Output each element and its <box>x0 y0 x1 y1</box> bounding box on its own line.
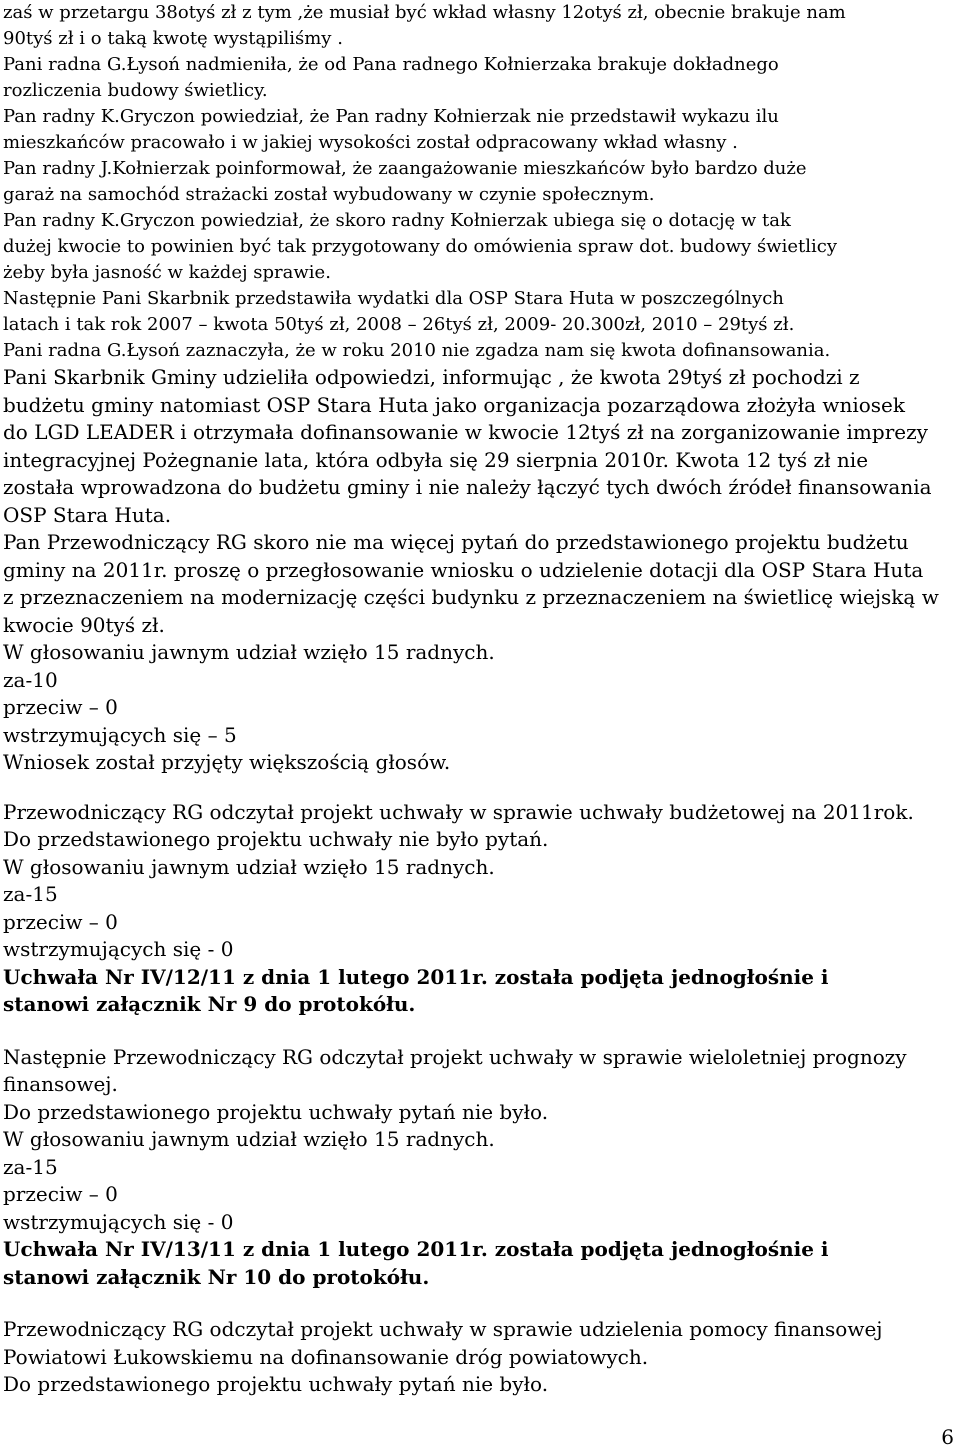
text-line: wstrzymujących się - 0 <box>3 1209 234 1234</box>
text-line: stanowi załącznik Nr 9 do protokółu. <box>3 992 416 1016</box>
spacer <box>3 1019 953 1044</box>
text-line: OSP Stara Huta. <box>3 502 172 527</box>
text-line: Pan radny K.Gryczon powiedział, że skoro radny Kołnierzak ubiega się o dotację w tak <box>3 210 791 231</box>
paragraph-block-3 <box>3 364 953 777</box>
text-line: przeciw – 0 <box>3 1182 118 1206</box>
document-page <box>3 0 953 1399</box>
text-line: za-15 <box>3 882 58 906</box>
text-line: Pan radny J.Kołnierzak poinformował, że zaangażowanie mieszkańców było bardzo duże <box>3 158 807 179</box>
text-line: Powiatowi Łukowskiemu na dofinansowanie dróg powiatowych. <box>3 1344 649 1369</box>
text-line: W głosowaniu jawnym udział wzięło 15 radnych. <box>3 640 495 664</box>
text-line: budżetu gminy natomiast OSP Stara Huta jako organizacja pozarządowa złożyła wniosek <box>3 392 906 417</box>
resolution-1 <box>3 964 953 1019</box>
text-line: dużej kwocie to powinien być tak przygotowany do omówienia spraw dot. budowy świetlicy <box>3 236 837 257</box>
text-line: kwocie 90tyś zł. <box>3 612 165 637</box>
text-line: stanowi załącznik Nr 10 do protokółu. <box>3 1264 430 1289</box>
text-line: Do przedstawionego projektu uchwały pytań nie było. <box>3 1372 549 1396</box>
text-line: Pani Skarbnik Gminy udzieliła odpowiedzi, informując , że kwota 29tyś zł pochodzi z <box>3 365 860 389</box>
paragraph-block-4 <box>3 799 953 964</box>
text-line: Następnie Przewodniczący RG odczytał projekt uchwały w sprawie wieloletniej prognozy <box>3 1044 907 1069</box>
text-line: integracyjnej Pożegnanie lata, która odbyła się 29 sierpnia 2010r. Kwota 12 tyś zł nie <box>3 447 869 472</box>
text-line: Uchwała Nr IV/13/11 z dnia 1 lutego 2011r. została podjęta jednogłośnie i <box>3 1237 829 1261</box>
text-line: Uchwała Nr IV/12/11 z dnia 1 lutego 2011r. została podjęta jednogłośnie i <box>3 964 829 989</box>
paragraph-block-6 <box>3 1316 953 1399</box>
text-line: 90tyś zł i o taką kwotę wystąpiliśmy . <box>3 28 343 49</box>
text-line: Do przedstawionego projektu uchwały pytań nie było. <box>3 1099 549 1124</box>
text-line: do LGD LEADER i otrzymała dofinansowanie w kwocie 12tyś zł na zorganizowanie imprezy <box>3 420 928 444</box>
text-line: zaś w przetargu 38otyś zł z tym ,że musiał być wkład własny 12otyś zł, obecnie brakuje nam <box>3 2 846 23</box>
text-line: Następnie Pani Skarbnik przedstawiła wydatki dla OSP Stara Huta w poszczególnych <box>3 288 784 309</box>
text-line: Pani radna G.Łysoń zaznaczyła, że w roku 2010 nie zgadza nam się kwota dofinansowania. <box>3 340 831 361</box>
text-line: żeby była jasność w każdej sprawie. <box>3 262 331 283</box>
paragraph-block-2 <box>3 104 953 364</box>
paragraph-block-5 <box>3 1044 953 1237</box>
spacer <box>3 1291 953 1316</box>
text-line: przeciw – 0 <box>3 695 118 719</box>
text-line: mieszkańców pracowało i w jakiej wysokości został odpracowany wkład własny . <box>3 132 738 153</box>
spacer <box>3 777 953 799</box>
text-line: wstrzymujących się – 5 <box>3 722 237 747</box>
text-line: za-10 <box>3 667 58 692</box>
text-line: z przeznaczeniem na modernizację części budynku z przeznaczeniem na świetlicę wiejską w <box>3 585 939 609</box>
text-line: Pani radna G.Łysoń nadmieniła, że od Pana radnego Kołnierzaka brakuje dokładnego <box>3 54 779 75</box>
text-line: przeciw – 0 <box>3 909 118 934</box>
text-line: garaż na samochód strażacki został wybudowany w czynie społecznym. <box>3 184 655 205</box>
text-line: rozliczenia budowy świetlicy. <box>3 80 268 101</box>
text-line: Do przedstawionego projektu uchwały nie było pytań. <box>3 827 549 851</box>
text-line: W głosowaniu jawnym udział wzięło 15 radnych. <box>3 854 495 879</box>
text-line: wstrzymujących się - 0 <box>3 937 234 961</box>
text-line: gminy na 2011r. proszę o przegłosowanie wniosku o udzielenie dotacji dla OSP Stara Huta <box>3 557 924 582</box>
text-line: Przewodniczący RG odczytał projekt uchwały w sprawie uchwały budżetowej na 2011rok. <box>3 799 914 824</box>
paragraph-block-1 <box>3 0 953 104</box>
text-line: Pan radny K.Gryczon powiedział, że Pan radny Kołnierzak nie przedstawił wykazu ilu <box>3 106 779 127</box>
page-number: 6 <box>941 1425 954 1449</box>
text-line: finansowej. <box>3 1072 118 1096</box>
text-line: latach i tak rok 2007 – kwota 50tyś zł, 2008 – 26tyś zł, 2009- 20.300zł, 2010 – 29tyś zł. <box>3 314 795 335</box>
text-line: Pan Przewodniczący RG skoro nie ma więcej pytań do przedstawionego projektu budżetu <box>3 530 909 554</box>
text-line: za-15 <box>3 1154 58 1179</box>
text-line: została wprowadzona do budżetu gminy i nie należy łączyć tych dwóch źródeł finansowania <box>3 475 932 499</box>
text-line: Przewodniczący RG odczytał projekt uchwały w sprawie udzielenia pomocy finansowej <box>3 1317 883 1341</box>
text-line: Wniosek został przyjęty większością głosów. <box>3 750 451 774</box>
resolution-2 <box>3 1236 953 1291</box>
text-line: W głosowaniu jawnym udział wzięło 15 radnych. <box>3 1127 495 1151</box>
